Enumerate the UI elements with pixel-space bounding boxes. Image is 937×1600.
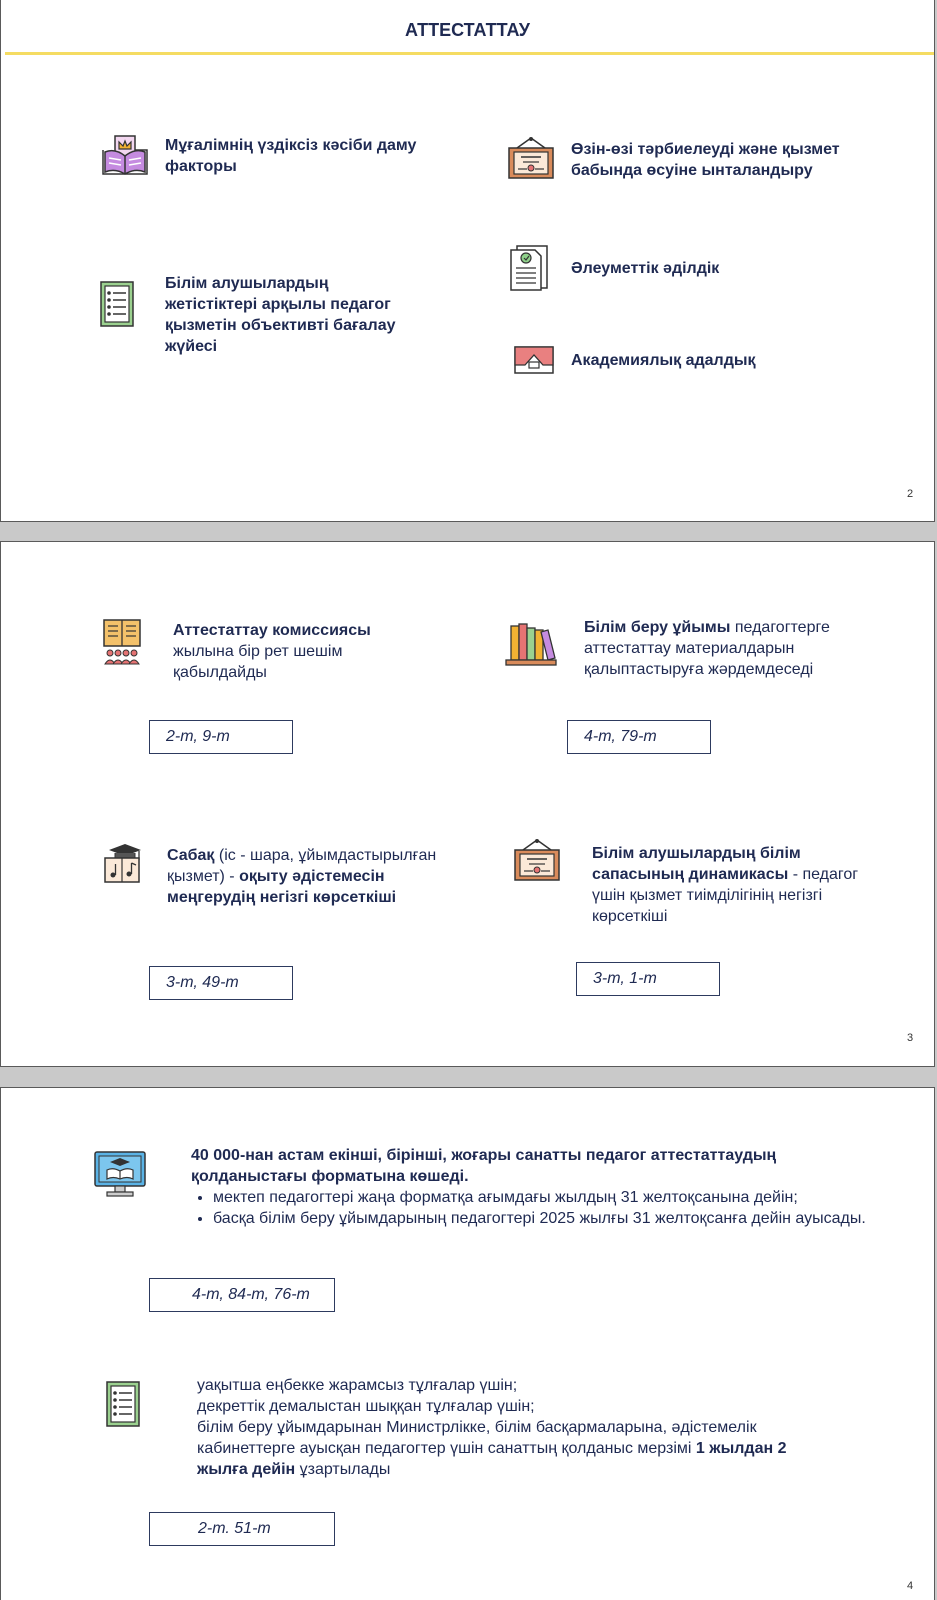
item-text: Академиялық адалдық	[571, 352, 756, 369]
page-number: 4	[907, 1580, 914, 1592]
block-bold: Білім алушылардың білім сапасының динамикасы	[592, 845, 801, 883]
slide-2	[0, 0, 935, 522]
block-rest: (іс - шара, ұйымдастырылған қызмет) -	[167, 847, 437, 885]
checklist-icon	[99, 280, 135, 328]
title-underline	[5, 52, 934, 55]
reference-box: 2-т. 51-т	[149, 1512, 335, 1546]
monitor-education-icon	[93, 1150, 147, 1198]
document-award-icon	[509, 244, 549, 292]
book-crown-icon	[101, 134, 149, 178]
slide-4	[0, 1087, 935, 1600]
block-bold: Білім беру ұйымы	[584, 619, 731, 636]
bullet-list	[191, 1187, 871, 1229]
reference-box: 4-т, 84-т, 76-т	[149, 1278, 335, 1312]
block-rest: - педагог үшін қызмет тиімділігінің негізгі көрсеткіші	[592, 866, 859, 925]
slide-title: АТТЕСТАТТАУ	[405, 20, 530, 40]
block-bold: Сабақ	[167, 847, 215, 864]
block-text	[191, 1145, 871, 1229]
block-text	[173, 620, 403, 683]
block-text	[167, 845, 452, 908]
item-text: Білім алушылардың жетістіктері арқылы педагог қызметін объективті бағалау жүйесі	[165, 275, 396, 355]
block-bold: Аттестаттау комиссиясы	[173, 622, 371, 639]
page-number: 3	[907, 1032, 914, 1044]
reference-box: 4-т, 79-т	[567, 720, 711, 754]
reference-box: 3-т, 49-т	[149, 966, 293, 1000]
list-item: • басқа білім беру ұйымдарының педагогтері 2025 жылғы 31 желтоқсанға дейін ауысады.	[213, 1208, 871, 1229]
block-text	[592, 843, 877, 927]
reference-box: 2-т, 9-т	[149, 720, 293, 754]
block-tail: ұзартылады	[295, 1461, 391, 1478]
block-rest: жылына бір рет шешім қабылдайды	[173, 643, 343, 681]
block-bold-2: оқыту әдістемесін меңгерудің негізгі көрсеткіші	[167, 868, 397, 906]
block-line: декреттік демалыстан шыққан тұлғалар үшін;	[197, 1398, 535, 1415]
block-line: уақытша еңбекке жарамсыз тұлғалар үшін;	[197, 1377, 518, 1394]
block-text	[584, 617, 874, 680]
block-heading: 40 000-нан астам екінші, бірінші, жоғары санатты педагог аттестаттаудың қолданыстағы форматына көшеді.	[191, 1147, 777, 1185]
graduation-music-icon	[103, 842, 143, 884]
certificate-frame-icon	[513, 838, 561, 882]
presentation-audience-icon	[102, 618, 142, 666]
reference-box: 3-т, 1-т	[576, 962, 720, 996]
list-item: • мектеп педагогтері жаңа форматқа ағымдағы жылдың 31 желтоқсанына дейін;	[213, 1187, 871, 1208]
books-shelf-icon	[505, 620, 557, 666]
item-text: Өзін-өзі тәрбиелеуді және қызмет бабында өсуіне ынталандыру	[571, 141, 840, 179]
item-text: Мұғалімнің үздіксіз кәсіби даму факторы	[165, 137, 417, 175]
item-text: Әлеуметтік әділдік	[571, 260, 720, 277]
certificate-frame-icon	[507, 136, 555, 180]
block-text	[197, 1375, 827, 1480]
slide-3	[0, 541, 935, 1067]
block-bold: 1 жылдан 2 жылға дейін	[197, 1440, 787, 1478]
page-number: 2	[907, 488, 914, 500]
block-line: білім беру ұйымдарынан Министрлікке, білім басқармаларына, әдістемелік кабинеттерге ауысқан педагогтер үшін санаттың қолданыс мерзімі	[197, 1419, 757, 1457]
block-rest: педагогтерге аттестаттау материалдарын қалыптастыруға жәрдемдеседі	[584, 619, 830, 678]
checklist-icon	[105, 1380, 141, 1428]
home-card-icon	[513, 345, 555, 375]
